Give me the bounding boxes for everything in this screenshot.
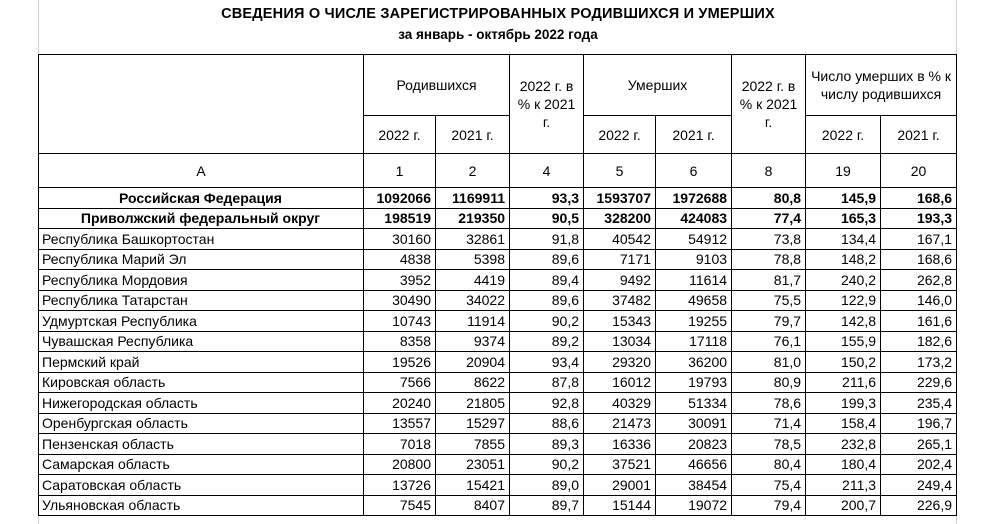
died-per-born-2021-cell: 193,3 — [881, 208, 957, 229]
born-2022-cell: 20800 — [364, 454, 436, 475]
table-row — [39, 393, 957, 414]
died-2021-cell: 54912 — [656, 229, 732, 250]
born-2021-cell: 15297 — [436, 413, 510, 434]
died-per-born-2022-cell: 134,4 — [806, 229, 881, 250]
died-2022-cell: 328200 — [584, 208, 656, 229]
table-row — [39, 311, 957, 332]
table-row — [39, 270, 957, 291]
died-per-born-2022-cell: 180,4 — [806, 454, 881, 475]
died-2021-cell: 9103 — [656, 249, 732, 270]
died-2021-cell: 19255 — [656, 311, 732, 332]
died-ratio-cell: 81,7 — [732, 270, 806, 291]
died-2022-cell: 9492 — [584, 270, 656, 291]
region-cell: Удмуртская Республика — [39, 311, 364, 332]
header-died: Умерших — [584, 55, 732, 116]
column-code-6: 6 — [656, 154, 732, 188]
died-per-born-2021-cell: 262,8 — [881, 270, 957, 291]
born-2021-cell: 34022 — [436, 290, 510, 311]
born-ratio-cell: 91,8 — [510, 229, 584, 250]
died-per-born-2021-cell: 173,2 — [881, 352, 957, 373]
died-2021-cell: 17118 — [656, 331, 732, 352]
died-2021-cell: 30091 — [656, 413, 732, 434]
died-2022-cell: 15144 — [584, 495, 656, 516]
born-2021-cell: 219350 — [436, 208, 510, 229]
header-died-per-born: Число умерших в % к числу родившихся — [806, 55, 957, 116]
died-2021-cell: 20823 — [656, 434, 732, 455]
region-cell: Приволжский федеральный округ — [39, 208, 364, 229]
region-cell: Республика Марий Эл — [39, 249, 364, 270]
table-row — [39, 188, 957, 209]
table-row — [39, 454, 957, 475]
died-per-born-2022-cell: 145,9 — [806, 188, 881, 209]
died-per-born-2021-cell: 229,6 — [881, 372, 957, 393]
table-row — [39, 331, 957, 352]
born-2021-cell: 8407 — [436, 495, 510, 516]
died-per-born-2021-cell: 161,6 — [881, 311, 957, 332]
column-code-1: 1 — [364, 154, 436, 188]
born-2022-cell: 20240 — [364, 393, 436, 414]
table-row — [39, 229, 957, 250]
died-per-born-2021-cell: 249,4 — [881, 475, 957, 496]
born-ratio-cell: 87,8 — [510, 372, 584, 393]
born-ratio-cell: 92,8 — [510, 393, 584, 414]
died-2021-cell: 19072 — [656, 495, 732, 516]
vital-statistics-table — [38, 54, 957, 516]
region-cell: Оренбургская область — [39, 413, 364, 434]
died-ratio-cell: 79,7 — [732, 311, 806, 332]
died-per-born-2021-cell: 146,0 — [881, 290, 957, 311]
header-died-2022: 2022 г. — [584, 116, 656, 154]
died-2021-cell: 51334 — [656, 393, 732, 414]
table-body — [39, 188, 957, 516]
died-ratio-cell: 71,4 — [732, 413, 806, 434]
born-2021-cell: 8622 — [436, 372, 510, 393]
born-2021-cell: 11914 — [436, 311, 510, 332]
report-subtitle: за январь - октябрь 2022 года — [398, 27, 598, 42]
died-per-born-2021-cell: 235,4 — [881, 393, 957, 414]
died-per-born-2022-cell: 199,3 — [806, 393, 881, 414]
died-ratio-cell: 80,4 — [732, 454, 806, 475]
died-ratio-cell: 77,4 — [732, 208, 806, 229]
region-cell: Саратовская область — [39, 475, 364, 496]
died-2021-cell: 49658 — [656, 290, 732, 311]
region-cell: Нижегородская область — [39, 393, 364, 414]
died-per-born-2022-cell: 122,9 — [806, 290, 881, 311]
died-per-born-2022-cell: 211,6 — [806, 372, 881, 393]
born-ratio-cell: 89,7 — [510, 495, 584, 516]
table-row — [39, 249, 957, 270]
died-2021-cell: 36200 — [656, 352, 732, 373]
died-ratio-cell: 76,1 — [732, 331, 806, 352]
born-2021-cell: 20904 — [436, 352, 510, 373]
died-2021-cell: 1972688 — [656, 188, 732, 209]
died-ratio-cell: 80,9 — [732, 372, 806, 393]
died-per-born-2021-cell: 202,4 — [881, 454, 957, 475]
born-ratio-cell: 89,2 — [510, 331, 584, 352]
table-row — [39, 495, 957, 516]
died-2021-cell: 19793 — [656, 372, 732, 393]
died-2022-cell: 13034 — [584, 331, 656, 352]
born-2022-cell: 1092066 — [364, 188, 436, 209]
region-cell: Республика Мордовия — [39, 270, 364, 291]
born-2022-cell: 13557 — [364, 413, 436, 434]
header-born: Родившихся — [364, 55, 510, 116]
table-row — [39, 290, 957, 311]
born-2022-cell: 19526 — [364, 352, 436, 373]
died-per-born-2021-cell: 196,7 — [881, 413, 957, 434]
born-2022-cell: 198519 — [364, 208, 436, 229]
born-ratio-cell: 90,5 — [510, 208, 584, 229]
table-row — [39, 352, 957, 373]
region-cell: Кировская область — [39, 372, 364, 393]
died-ratio-cell: 80,8 — [732, 188, 806, 209]
table-row — [39, 372, 957, 393]
region-cell: Ульяновская область — [39, 495, 364, 516]
died-per-born-2022-cell: 240,2 — [806, 270, 881, 291]
born-2021-cell: 4419 — [436, 270, 510, 291]
column-code-20: 20 — [881, 154, 957, 188]
header-born-ratio: 2022 г. в % к 2021 г. — [510, 55, 584, 154]
table-row — [39, 434, 957, 455]
region-cell: Чувашская Республика — [39, 331, 364, 352]
born-ratio-cell: 88,6 — [510, 413, 584, 434]
born-2021-cell: 23051 — [436, 454, 510, 475]
table-row — [39, 208, 957, 229]
born-ratio-cell: 93,4 — [510, 352, 584, 373]
died-ratio-cell: 75,5 — [732, 290, 806, 311]
region-cell: Пермский край — [39, 352, 364, 373]
died-2022-cell: 29320 — [584, 352, 656, 373]
died-2021-cell: 46656 — [656, 454, 732, 475]
died-ratio-cell: 78,6 — [732, 393, 806, 414]
born-2022-cell: 8358 — [364, 331, 436, 352]
died-per-born-2022-cell: 232,8 — [806, 434, 881, 455]
header-born-2022: 2022 г. — [364, 116, 436, 154]
header-born-2021: 2021 г. — [436, 116, 510, 154]
died-per-born-2022-cell: 142,8 — [806, 311, 881, 332]
died-ratio-cell: 81,0 — [732, 352, 806, 373]
born-2022-cell: 7545 — [364, 495, 436, 516]
column-code-8: 8 — [732, 154, 806, 188]
born-ratio-cell: 90,2 — [510, 311, 584, 332]
column-code-a: А — [39, 154, 364, 188]
table-row — [39, 413, 957, 434]
header-ratio-2022: 2022 г. — [806, 116, 881, 154]
died-2022-cell: 21473 — [584, 413, 656, 434]
born-ratio-cell: 89,0 — [510, 475, 584, 496]
died-2021-cell: 424083 — [656, 208, 732, 229]
died-per-born-2021-cell: 265,1 — [881, 434, 957, 455]
born-ratio-cell: 89,3 — [510, 434, 584, 455]
born-2021-cell: 32861 — [436, 229, 510, 250]
died-2022-cell: 1593707 — [584, 188, 656, 209]
region-cell: Республика Татарстан — [39, 290, 364, 311]
column-code-19: 19 — [806, 154, 881, 188]
born-2022-cell: 10743 — [364, 311, 436, 332]
died-per-born-2022-cell: 150,2 — [806, 352, 881, 373]
died-per-born-2021-cell: 226,9 — [881, 495, 957, 516]
born-2021-cell: 15421 — [436, 475, 510, 496]
region-cell: Республика Башкортостан — [39, 229, 364, 250]
born-ratio-cell: 90,2 — [510, 454, 584, 475]
died-per-born-2022-cell: 155,9 — [806, 331, 881, 352]
born-2022-cell: 13726 — [364, 475, 436, 496]
region-cell: Самарская область — [39, 454, 364, 475]
header-region-blank — [39, 55, 364, 154]
born-2022-cell: 30160 — [364, 229, 436, 250]
born-2022-cell: 7566 — [364, 372, 436, 393]
born-2021-cell: 7855 — [436, 434, 510, 455]
died-2022-cell: 37482 — [584, 290, 656, 311]
died-2021-cell: 38454 — [656, 475, 732, 496]
born-2021-cell: 1169911 — [436, 188, 510, 209]
report-title: СВЕДЕНИЯ О ЧИСЛЕ ЗАРЕГИСТРИРОВАННЫХ РОДИВШИХСЯ И УМЕРШИХ — [221, 6, 775, 22]
born-2021-cell: 9374 — [436, 331, 510, 352]
died-ratio-cell: 75,4 — [732, 475, 806, 496]
died-per-born-2021-cell: 168,6 — [881, 249, 957, 270]
born-2022-cell: 3952 — [364, 270, 436, 291]
died-2022-cell: 16336 — [584, 434, 656, 455]
header-died-ratio: 2022 г. в % к 2021 г. — [732, 55, 806, 154]
died-per-born-2022-cell: 200,7 — [806, 495, 881, 516]
died-ratio-cell: 79,4 — [732, 495, 806, 516]
born-2021-cell: 5398 — [436, 249, 510, 270]
died-2022-cell: 16012 — [584, 372, 656, 393]
died-ratio-cell: 78,5 — [732, 434, 806, 455]
born-2022-cell: 7018 — [364, 434, 436, 455]
born-ratio-cell: 89,6 — [510, 290, 584, 311]
died-2022-cell: 40329 — [584, 393, 656, 414]
column-code-5: 5 — [584, 154, 656, 188]
column-code-4: 4 — [510, 154, 584, 188]
died-2022-cell: 29001 — [584, 475, 656, 496]
born-2022-cell: 30490 — [364, 290, 436, 311]
died-2022-cell: 40542 — [584, 229, 656, 250]
header-died-2021: 2021 г. — [656, 116, 732, 154]
died-per-born-2022-cell: 158,4 — [806, 413, 881, 434]
died-per-born-2022-cell: 211,3 — [806, 475, 881, 496]
born-2022-cell: 4838 — [364, 249, 436, 270]
died-2021-cell: 11614 — [656, 270, 732, 291]
born-ratio-cell: 89,4 — [510, 270, 584, 291]
died-per-born-2021-cell: 168,6 — [881, 188, 957, 209]
born-ratio-cell: 93,3 — [510, 188, 584, 209]
died-per-born-2022-cell: 148,2 — [806, 249, 881, 270]
column-code-2: 2 — [436, 154, 510, 188]
died-2022-cell: 15343 — [584, 311, 656, 332]
header-ratio-2021: 2021 г. — [881, 116, 957, 154]
table-row — [39, 475, 957, 496]
region-cell: Пензенская область — [39, 434, 364, 455]
died-2022-cell: 37521 — [584, 454, 656, 475]
died-ratio-cell: 73,8 — [732, 229, 806, 250]
died-per-born-2021-cell: 182,6 — [881, 331, 957, 352]
died-per-born-2022-cell: 165,3 — [806, 208, 881, 229]
died-ratio-cell: 78,8 — [732, 249, 806, 270]
region-cell: Российская Федерация — [39, 188, 364, 209]
died-per-born-2021-cell: 167,1 — [881, 229, 957, 250]
born-2021-cell: 21805 — [436, 393, 510, 414]
born-ratio-cell: 89,6 — [510, 249, 584, 270]
died-2022-cell: 7171 — [584, 249, 656, 270]
